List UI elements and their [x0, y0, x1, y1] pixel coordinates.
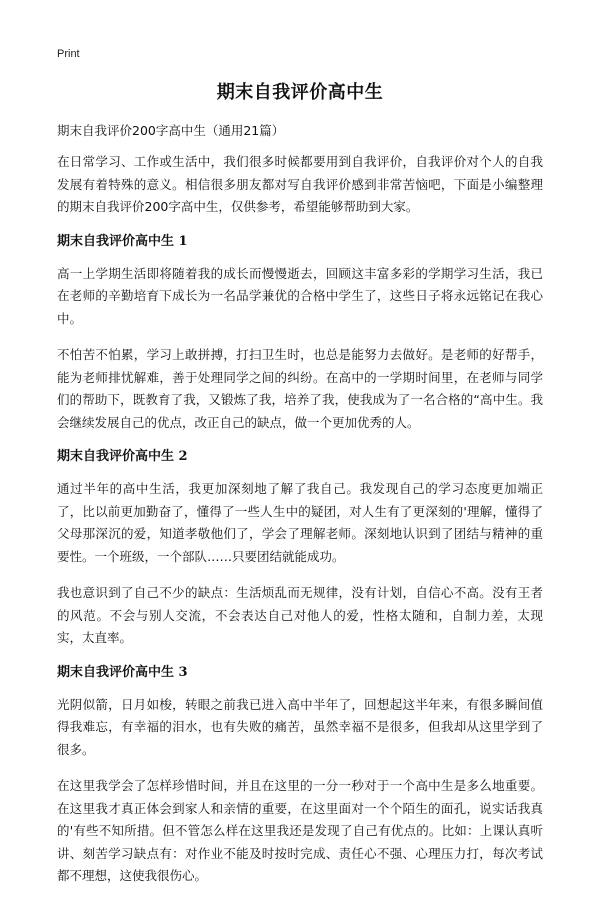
page-title: 期末自我评价高中生: [216, 82, 384, 103]
intro-paragraph: 在日常学习、工作或生活中，我们很多时候都要用到自我评价，自我评价对个人的自我发展有着特殊的意义。相信很多朋友都对写自我评价感到非常苦恼吧，下面是小编整理的期末自我评价200字高中生，仅供参考，希望能够帮助到大家。: [57, 154, 543, 214]
section-heading-3: 期末自我评价高中生 3: [57, 664, 188, 680]
section-2-paragraph: 通过半年的高中生活，我更加深刻地了解了我自己。我发现自己的学习态度更加端正了，比以前更加勤奋了，懂得了一些人生中的疑团，对人生有了更深刻的'理解，懂得了父母那深沉的爱，知道孝敬他们了，学会了理解老师。深刻地认识到了团结与精神的重要性。一个班级，一个部队……只要团结就能成功。: [57, 481, 543, 564]
section-3-paragraph: 在这里我学会了怎样珍惜时间，并且在这里的一分一秒对于一个高中生是多么地重要。在这里我才真正体会到家人和亲情的重要，在这里面对一个个陌生的面孔，说实话我真的'有些不知所措。但不管怎么样在这里我还是发现了自己有优点的。比如：上课认真听讲、刻苦学习缺点有：对作业不能及时按时完成、责任心不强、心理压力打，每次考试都不理想，这使我很伤心。: [57, 778, 543, 883]
section-heading-2: 期末自我评价高中生 2: [57, 449, 188, 464]
section-1-paragraph: 不怕苦不怕累，学习上敢拼搏，打扫卫生时，也总是能努力去做好。是老师的好帮手，能为老师排忧解难，善于处理同学之间的纠纷。在高中的一学期时间里，在老师与同学们的帮助下，既教育了我，又锻炼了我，培养了我，使我成为了一名合格的“高中生。我会继续发展自己的优点，改正自己的缺点，做一个更加优秀的人。: [57, 347, 543, 430]
section-heading-1: 期末自我评价高中生 1: [57, 233, 188, 249]
section-2-paragraph: 我也意识到了自己不少的缺点：生活烦乱而无规律，没有计划，自信心不高。没有王者的风范。不会与别人交流，不会表达自己对他人的爱，性格太随和，自制力差，太现实，太直率。: [57, 585, 543, 645]
document-body: [57, 121, 543, 902]
section-3-paragraph: 光阴似箭，日月如梭，转眼之前我已进入高中半年了，回想起这半年来，有很多瞬间值得我难忘，有幸福的泪水，也有失败的痛苦，虽然幸福不是很多，但我却从这里学到了很多。: [57, 696, 543, 757]
section-1-paragraph: 高一上学期生活即将随着我的成长而慢慢逝去，回顾这丰富多彩的学期学习生活，我已在老师的辛勤培育下成长为一名品学兼优的合格中学生了，这些日子将永远铭记在我心中。: [57, 265, 543, 326]
document-subtitle: 期末自我评价200字高中生（通用21篇）: [57, 123, 285, 138]
print-link[interactable]: Print: [57, 48, 80, 60]
